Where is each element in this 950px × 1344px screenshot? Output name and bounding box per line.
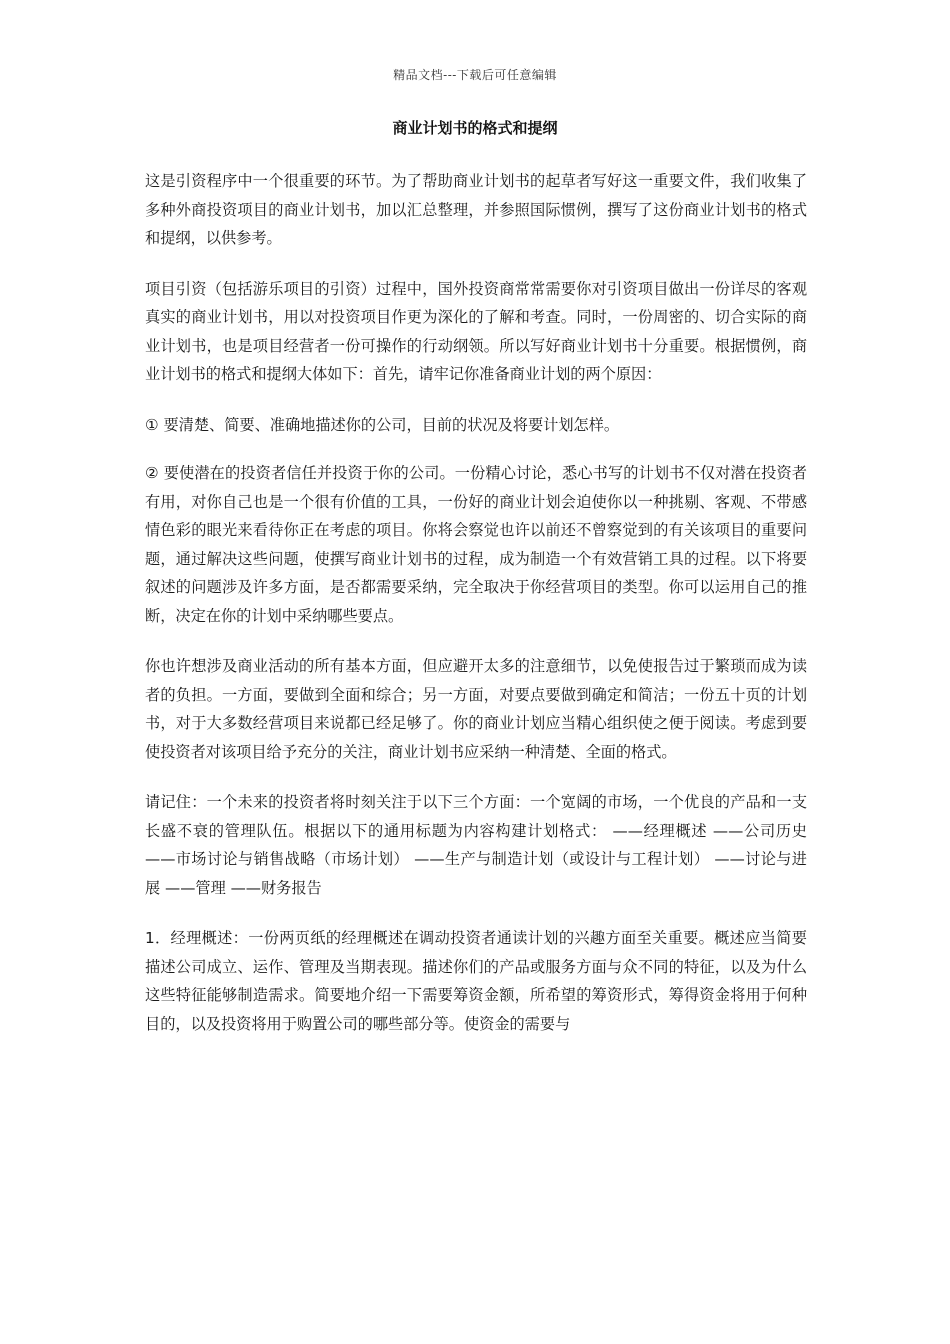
- paragraph-section-1: 1．经理概述：一份两页纸的经理概述在调动投资者通读计划的兴趣方面至关重要。概述应当简要描述公司成立、运作、管理及当期表现。描述你们的产品或服务方面与众不同的特征，以及为什么这些特征能够制造需求。简要地介绍一下需要筹资金额，所希望的筹资形式，筹得资金将用于何种目的，以及投资将用于购置公司的哪些部分等。使资金的需要与: [145, 929, 807, 1033]
- document-title: 商业计划书的格式和提纲: [392, 119, 558, 137]
- paragraph-intro: 这是引资程序中一个很重要的环节。为了帮助商业计划书的起草者写好这一重要文件，我们收集了多种外商投资项目的商业计划书，加以汇总整理，并参照国际惯例，撰写了这份商业计划书的格式和提纲，以供参考。: [145, 172, 807, 247]
- header-note: 精品文档---下载后可任意编辑: [393, 68, 557, 82]
- paragraph-reason-2: ② 要使潜在的投资者信任并投资于你的公司。一份精心讨论，悉心书写的计划书不仅对潜在投资者有用，对你自己也是一个很有价值的工具，一份好的商业计划会迫使你以一种挑剔、客观、不带感情色彩的眼光来看待你正在考虑的项目。你将会察觉也许以前还不曾察觉到的有关该项目的重要问题，通过解决这些问题，使撰写商业计划书的过程，成为制造一个有效营销工具的过程。以下将要叙述的问题涉及许多方面，是否都需要采纳，完全取决于你经营项目的类型。你可以运用自己的推断，决定在你的计划中采纳哪些要点。: [145, 464, 807, 625]
- paragraph-background: 项目引资（包括游乐项目的引资）过程中，国外投资商常常需要你对引资项目做出一份详尽的客观真实的商业计划书，用以对投资项目作更为深化的了解和考查。同时，一份周密的、切合实际的商业计划书，也是项目经营者一份可操作的行动纲领。所以写好商业计划书十分重要。根据惯例，商业计划书的格式和提纲大体如下：首先，请牢记你准备商业计划的两个原因：: [145, 279, 807, 383]
- paragraph-outline: 请记住：一个未来的投资者将时刻关注于以下三个方面：一个宽阔的市场，一个优良的产品和一支长盛不衰的管理队伍。根据以下的通用标题为内容构建计划格式： ——经理概述 ——公司历史 ——市场讨论与销售战略（市场计划） ——生产与制造计划（或设计与工程计划） ——讨论与进展 ——管理 ——财务报告: [145, 793, 807, 897]
- paragraph-scope: 你也许想涉及商业活动的所有基本方面，但应避开太多的注意细节，以免使报告过于繁琐而成为读者的负担。一方面，要做到全面和综合；另一方面，对要点要做到确定和简洁；一份五十页的计划书，对于大多数经营项目来说都已经足够了。你的商业计划应当精心组织使之便于阅读。考虑到要使投资者对该项目给予充分的关注，商业计划书应采纳一种清楚、全面的格式。: [145, 657, 807, 761]
- document-body: [145, 167, 807, 1060]
- paragraph-reason-1: ① 要清楚、简要、准确地描述你的公司，目前的状况及将要计划怎样。: [145, 415, 620, 434]
